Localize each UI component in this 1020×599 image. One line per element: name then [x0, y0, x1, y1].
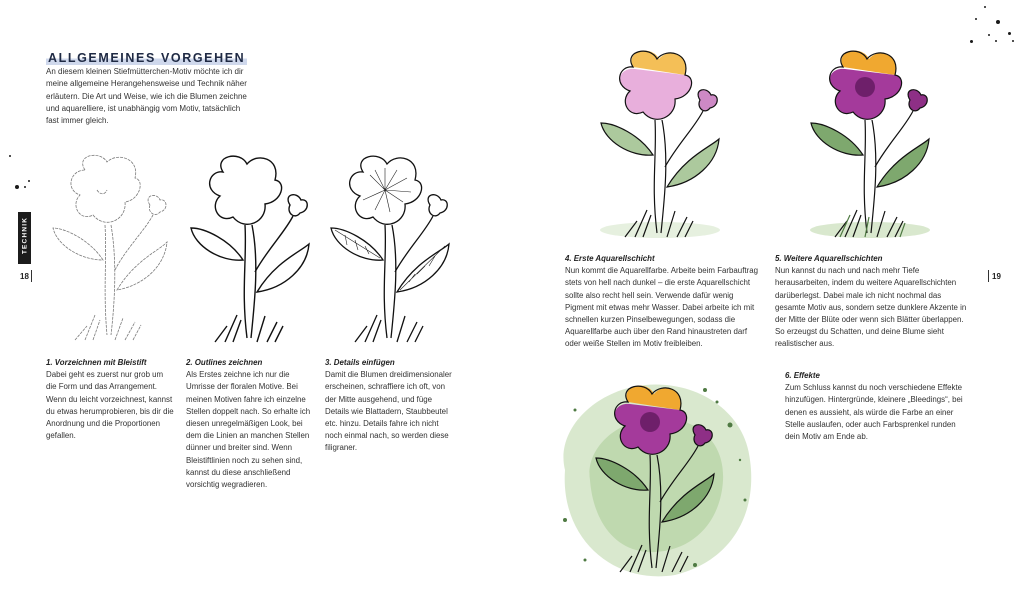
ink-dot: [988, 34, 990, 36]
ink-dot: [24, 186, 26, 188]
step-4: [565, 253, 760, 351]
step-1-title: 1. Vorzeichnen mit Bleistift: [46, 358, 147, 367]
step-2: [186, 357, 316, 491]
step-3-text: Damit die Blumen dreidimensionaler erscheinen, schraffiere ich oft, von der Mitte ausgehend, und füge Details wie Blattadern, Staubbeutel etc. hinzu. Details fahre ich nicht noch einmal nach, so werden diese filigraner.: [325, 370, 452, 453]
step-1-text: Dabei geht es zuerst nur grob um die Form und das Arrangement. Wenn du leicht vorzeichnest, kannst du etwas herumprobieren, bis dir die Anordnung und die Proportionen gefallen.: [46, 370, 174, 441]
intro-text: An diesem kleinen Stiefmütterchen-Motiv möchte ich dir meine allgemeine Herangehensweise und Technik näher erläutern. Die Art und Weise, wie ich die Blumen zeichne und aquarelliere, ist unabhängig vom Motiv, tatsächlich fast immer gleich.: [46, 67, 247, 126]
page-number-divider: [31, 270, 32, 282]
pencil-sketch-illustration: [45, 150, 175, 345]
ink-dot: [970, 40, 973, 43]
step-2-title: 2. Outlines zeichnen: [186, 358, 263, 367]
effects-watercolor-illustration: [545, 370, 760, 585]
step-5-text: Nun kannst du nach und nach mehr Tiefe herausarbeiten, indem du weitere Aquarellschichten darüberlegst. Dabei male ich nicht nochmal das gesamte Motiv aus, sondern setze dunklere Akzente in der Mitte der Blüte oder wenn sich Blätter überlappen. So erzeugst du Schatten, und deine Blume sieht realistischer aus.: [775, 266, 967, 349]
chapter-tab-label: TECHNIK: [21, 216, 29, 255]
detailed-illustration: [325, 150, 455, 345]
ink-dot: [1012, 40, 1014, 42]
ink-dot: [984, 6, 986, 8]
first-watercolor-illustration: [595, 45, 730, 240]
step-3-title: 3. Details einfügen: [325, 358, 395, 367]
step-5: [775, 253, 972, 351]
ink-dot: [15, 185, 19, 189]
step-6: [785, 370, 970, 443]
layered-watercolor-illustration: [805, 45, 940, 240]
chapter-tab: [18, 212, 31, 264]
outline-illustration: [185, 150, 315, 345]
step-6-title: 6. Effekte: [785, 371, 820, 380]
step-2-text: Als Erstes zeichne ich nur die Umrisse der floralen Motive. Bei meinen Motiven fahre ich einzelne Stellen doppelt nach. So erhalte ich diesen unregelmäßigen Look, bei dem die Linien an manchen Stellen dünner und breiter sind. Wenn Bleistiftlinien noch zu sehen sind, kannst du diese anschließend vorsichtig wegradieren.: [186, 370, 311, 490]
ink-dot: [9, 155, 11, 157]
page-number-right: 19: [992, 272, 1001, 281]
page-number-left: 18: [20, 272, 29, 281]
ink-dot: [1008, 32, 1011, 35]
ink-dot: [975, 18, 977, 20]
step-3: [325, 357, 455, 455]
section-heading: ALLGEMEINES VORGEHEN: [48, 51, 246, 65]
step-6-text: Zum Schluss kannst du noch verschiedene Effekte hinzufügen. Hintergründe, kleinere „Bleedings“, bei denen es aussieht, als würde die Farbe an einer Stelle auslaufen, oder auch Farbsprenkel runden dein Motiv am Ende ab.: [785, 383, 963, 442]
step-5-title: 5. Weitere Aquarellschichten: [775, 254, 883, 263]
ink-dot: [995, 40, 997, 42]
page-number-divider: [988, 270, 989, 282]
step-1: [46, 357, 174, 442]
step-4-title: 4. Erste Aquarellschicht: [565, 254, 655, 263]
ink-dot: [28, 180, 30, 182]
step-4-text: Nun kommt die Aquarellfarbe. Arbeite beim Farbauftrag stets von hell nach dunkel – die erste Aquarellschicht sollte also recht hell sein. Verwende dafür wenig Pigment mit etwas mehr Wasser. Dabei arbeite ich mit schnellen kurzen Pinselbewegungen, sodass die Aquarellfarbe auch über den Rand hinaustreten darf oder weiße Stellen im Motiv freibleiben.: [565, 266, 758, 349]
ink-dot: [996, 20, 1000, 24]
